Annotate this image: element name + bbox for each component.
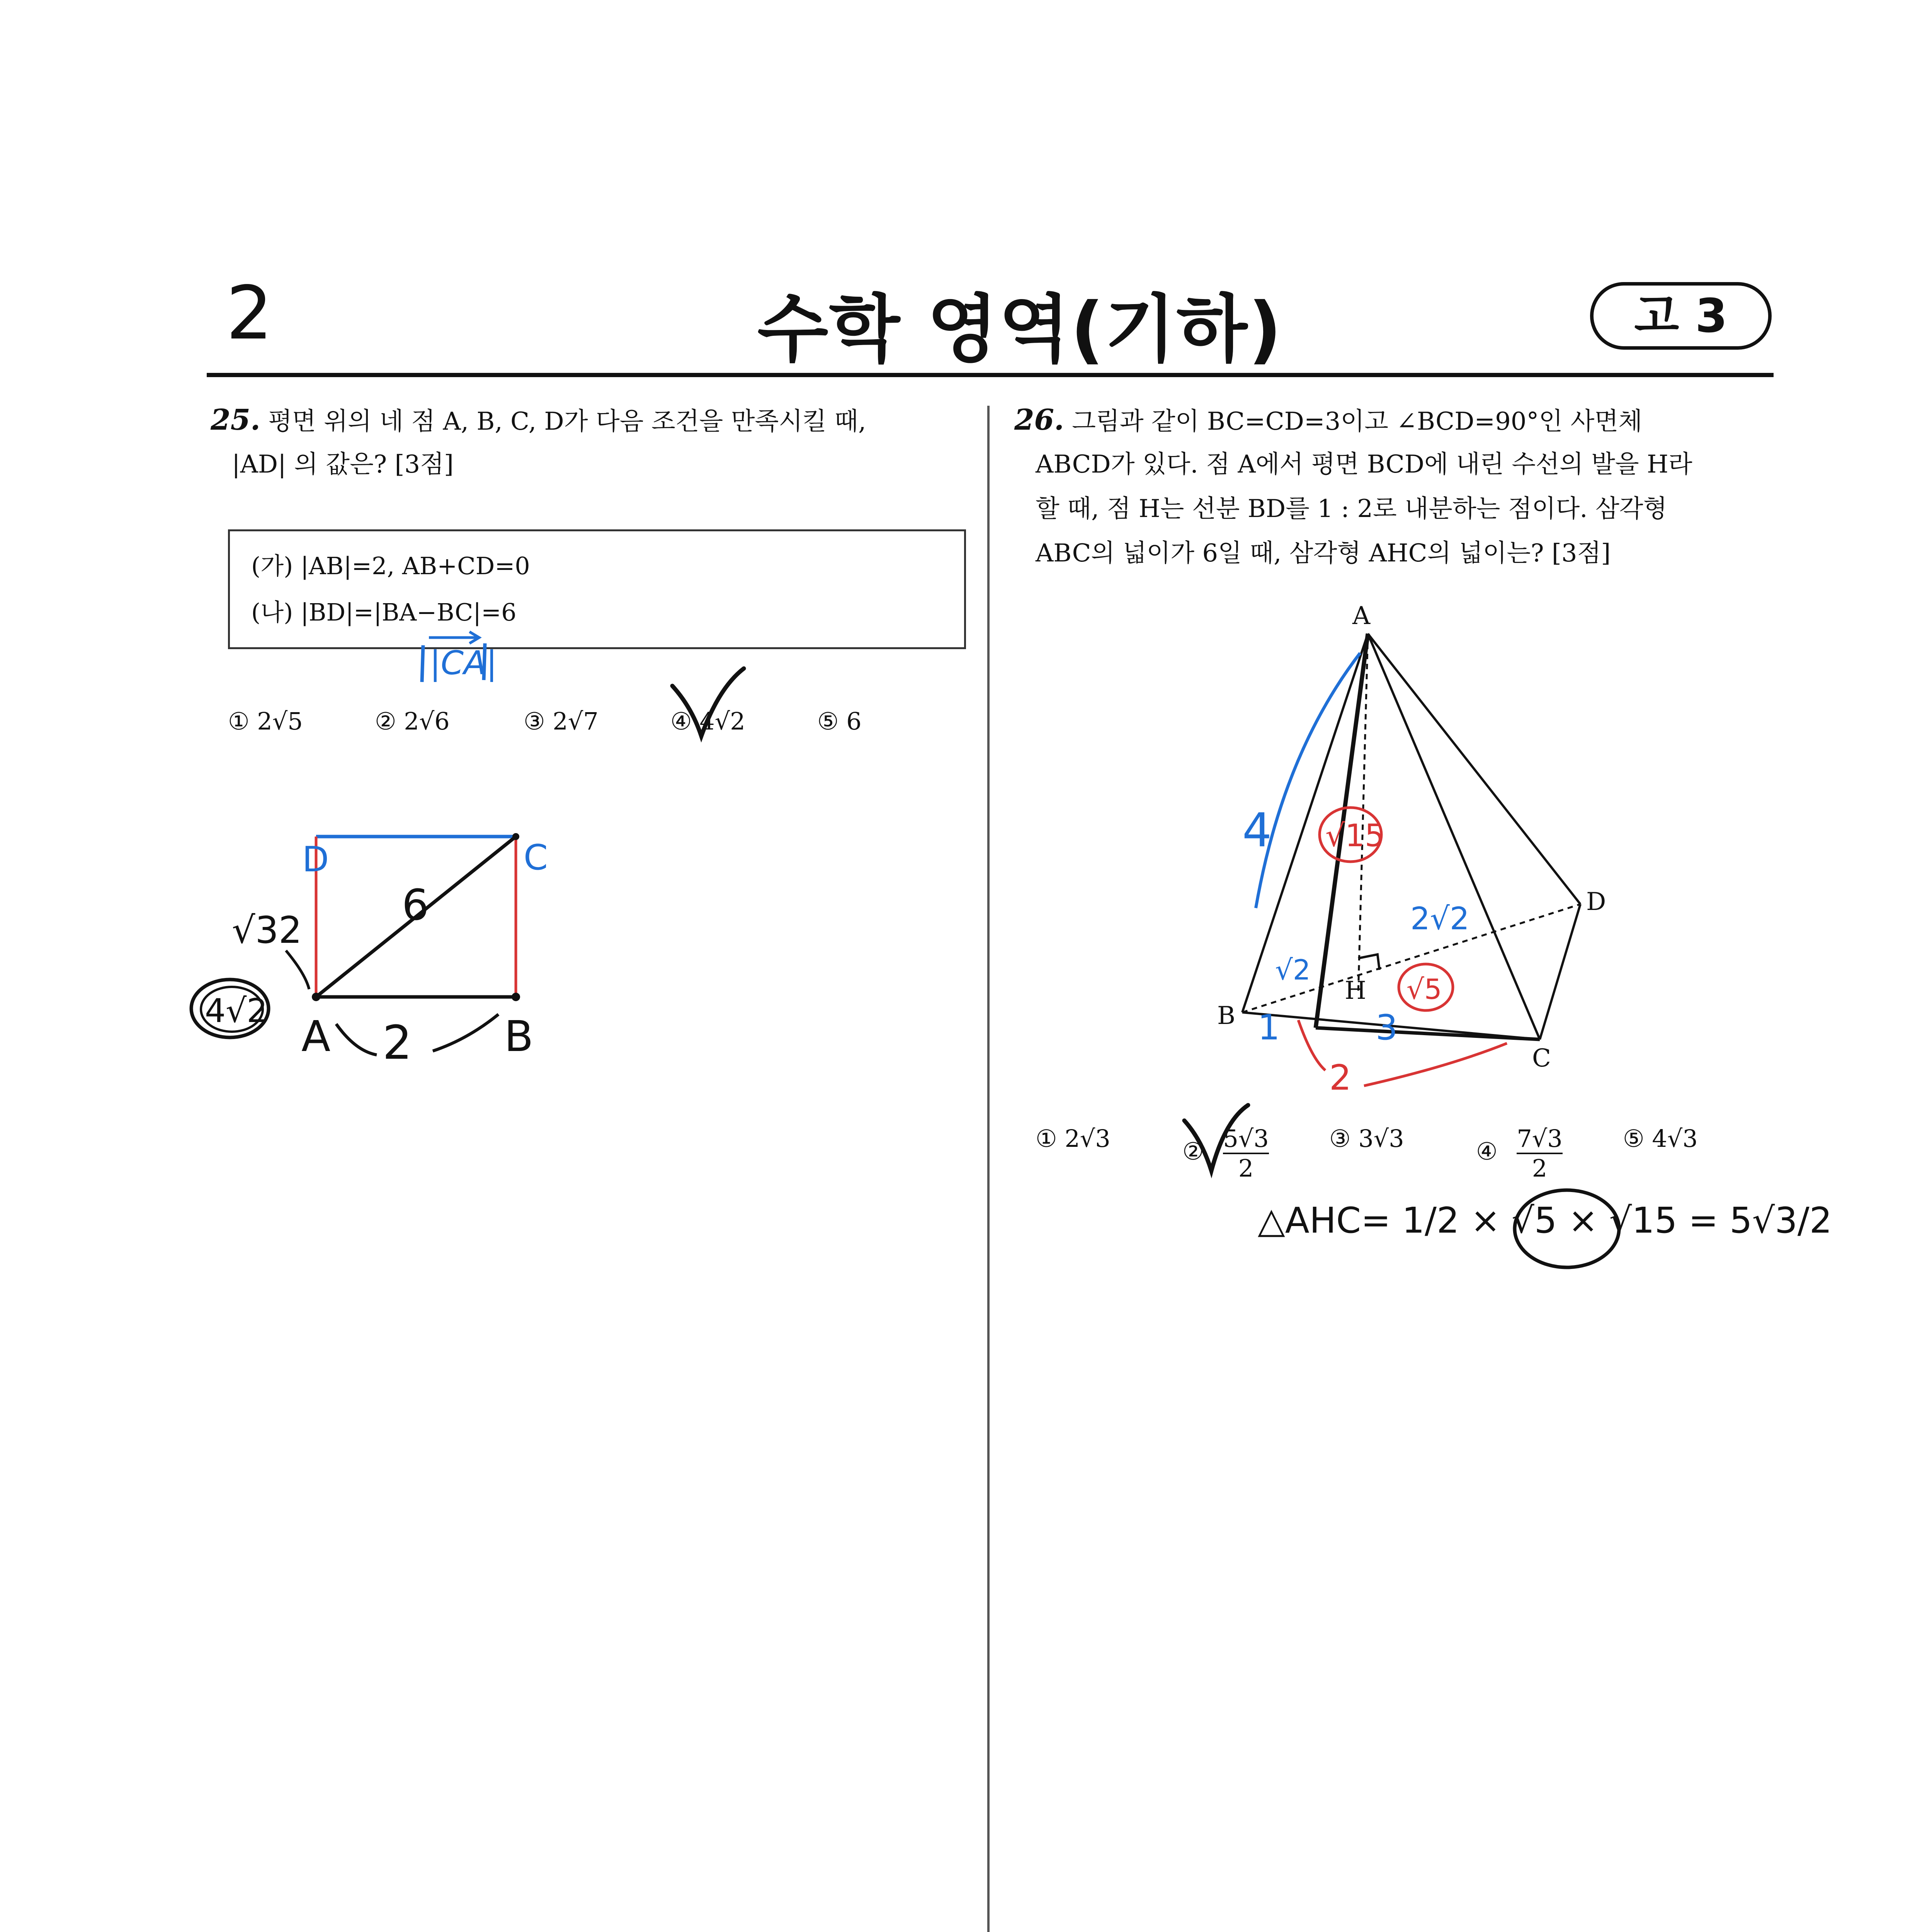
- svg-text:2: 2: [383, 1016, 412, 1070]
- q26-right-angle-mark: [1358, 954, 1379, 970]
- q26-choice-2-num: ②: [1182, 1137, 1204, 1166]
- svg-text:√5: √5: [1406, 973, 1442, 1005]
- page-number: 2: [226, 270, 273, 356]
- svg-text:4√2: 4√2: [205, 992, 268, 1030]
- page-title: 수학 영역(기하): [757, 287, 1283, 372]
- q26-choice-4-num: ④: [1476, 1137, 1498, 1166]
- q26-label-h: H: [1345, 976, 1366, 1005]
- q26-stem-1: 그림과 같이 BC=CD=3이고 ∠BCD=90°인 사면체: [1072, 407, 1643, 436]
- svg-text:|CA|: |CA|: [430, 644, 497, 682]
- q26-choice-2-denom: 2: [1238, 1154, 1254, 1182]
- q26-edge-ac: [1368, 634, 1540, 1039]
- q25-choice-4[interactable]: ④ 4√2: [670, 707, 745, 735]
- svg-text:6: 6: [402, 880, 429, 930]
- q26-choice-3-val: 3√3: [1358, 1124, 1404, 1153]
- q26-choice-4-numer: 7√3: [1517, 1124, 1562, 1154]
- q26-stem-2: ABCD가 있다. 점 A에서 평면 BCD에 내린 수선의 발을 H라: [1036, 450, 1692, 479]
- grade-badge: 고 3: [1590, 282, 1772, 350]
- q26-choice-2-numer: 5√3: [1223, 1124, 1269, 1154]
- q26-handwritten-work: [1258, 1190, 1832, 1267]
- q26-choice-1-val: 2√3: [1065, 1124, 1111, 1153]
- q26-check-mark: [1184, 1105, 1248, 1171]
- q26-label-d: D: [1586, 888, 1606, 916]
- q25-number: 25.: [211, 403, 260, 437]
- svg-text:1: 1: [1258, 1007, 1280, 1048]
- q26-stem-3: 할 때, 점 H는 선분 BD를 1 : 2로 내분하는 점이다. 삼각형: [1036, 495, 1667, 523]
- svg-text:√2: √2: [1275, 954, 1311, 986]
- q25-check-mark: [672, 668, 744, 736]
- q25-condition-b: (나) |BD|=|BA−BC|=6: [251, 598, 517, 626]
- svg-text:2: 2: [1329, 1058, 1352, 1098]
- q25-stem-2: |AD| 의 값은? [3점]: [232, 450, 454, 479]
- q26-tetrahedron: [1217, 602, 1606, 1098]
- q26-label-b: B: [1217, 1002, 1236, 1030]
- q26-number: 26.: [1014, 403, 1064, 437]
- q26-stem-4: ABC의 넓이가 6일 때, 삼각형 AHC의 넓이는? [3점]: [1036, 539, 1611, 568]
- q25-choice-1[interactable]: ① 2√5: [228, 707, 303, 735]
- svg-text:B: B: [504, 1012, 534, 1061]
- q26-edge-cd: [1540, 904, 1580, 1039]
- q25-choice-5[interactable]: ⑤ 6: [817, 707, 862, 735]
- q26-label-a: A: [1352, 602, 1371, 630]
- q25-choice-2[interactable]: ② 2√6: [375, 707, 450, 735]
- svg-text:D: D: [302, 839, 329, 880]
- q26-edge-ad: [1368, 634, 1580, 904]
- q25-choice-3[interactable]: ③ 2√7: [524, 707, 599, 735]
- q25-handwritten-ca: [422, 632, 497, 682]
- svg-text:C: C: [524, 837, 548, 878]
- svg-text:A: A: [301, 1012, 331, 1061]
- q26-label-c: C: [1532, 1044, 1551, 1073]
- q26-choice-3-num: ③: [1329, 1124, 1351, 1153]
- svg-text:△AHC= 1/2 × √5 × √15 = 5√3/2: △AHC= 1/2 × √5 × √15 = 5√3/2: [1258, 1200, 1832, 1241]
- svg-text:√32: √32: [232, 909, 302, 952]
- q26-choice-1-num: ①: [1036, 1124, 1057, 1153]
- svg-text:4: 4: [1242, 804, 1272, 857]
- q26-choice-5-num: ⑤: [1623, 1124, 1645, 1153]
- q26-choice-4-denom: 2: [1532, 1154, 1548, 1182]
- q25-condition-a: (가) |AB|=2, AB+CD=0: [251, 552, 530, 580]
- q25-stem-1: 평면 위의 네 점 A, B, C, D가 다음 조건을 만족시킬 때,: [268, 407, 866, 436]
- svg-text:3: 3: [1376, 1007, 1398, 1048]
- svg-text:2√2: 2√2: [1410, 901, 1469, 937]
- svg-text:√15: √15: [1325, 818, 1384, 854]
- q25-sketch: [191, 833, 548, 1070]
- q26-choice-5-val: 4√3: [1652, 1124, 1698, 1153]
